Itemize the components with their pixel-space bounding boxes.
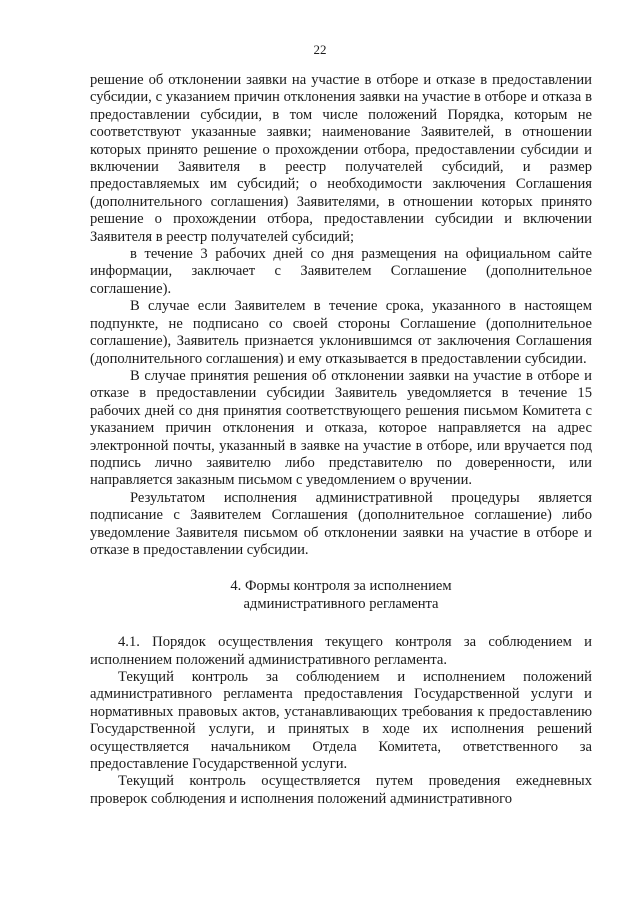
paragraph-unsigned-agreement: В случае если Заявителем в течение срока, указанного в настоящем подпункте, не подписано со своей стороны Соглашение (дополнительное соглашение), Заявитель признается уклонившимся от заключения Соглашения (дополнительного соглашения) и ему отказывается в предоставлении субсидии. — [90, 298, 592, 367]
section-heading-line1: 4. Формы контроля за исполнением — [230, 578, 452, 595]
section-heading-line2: административного регламента — [243, 595, 439, 612]
paragraph-current-control: Текущий контроль за соблюдением и исполнением положений административного регламента предоставления Государственной услуги и нормативных правовых актов, устанавливающих требования к предоставлению Государственной услуги, и принятых в ходе их исполнения решений осуществляется начальником Отдела Комитета, ответственного за предоставление Государственной услуги. — [90, 669, 592, 773]
paragraph-procedure-result: Результатом исполнения административной процедуры является подписание с Заявителем Соглашения (дополнительное соглашение) либо уведомление Заявителя письмом об отклонении заявки на участие в отборе и отказе в предоставлении субсидии. — [90, 489, 592, 558]
paragraph-decision-contents: решение об отклонении заявки на участие в отборе и отказе в предоставлении субсидии, с указанием причин отклонения заявки на участие в отборе и отказа в предоставлении субсидии, в том числе положений Порядка, которым не соответствуют указанные заявки; наименование Заявителей, в отношении которых принято решение о прохождении отбора, предоставлении субсидии и включении Заявителя в реестр получателей субсидий, и размер предоставляемых им субсидий; о необходимости заключения Соглашения (дополнительного соглашения) Заявителями, в отношении которых принято решение о прохождении отбора, предоставлении субсидии и включении Заявителя в реестр получателей субсидий; — [90, 72, 592, 245]
paragraph-daily-checks: Текущий контроль осуществляется путем проведения ежедневных проверок соблюдения и исполнения положений административного — [90, 773, 592, 807]
paragraph-4-1: 4.1. Порядок осуществления текущего контроля за соблюдением и исполнением положений административного регламента. — [90, 634, 592, 668]
document-body — [90, 72, 592, 808]
paragraph-agreement-deadline: в течение 3 рабочих дней со дня размещения на официальном сайте информации, заключает с Заявителем Соглашение (дополнительное соглашение). — [90, 246, 592, 297]
section-heading — [90, 578, 592, 613]
page-number: 22 — [313, 42, 327, 57]
paragraph-rejection-notice: В случае принятия решения об отклонении заявки на участие в отборе и отказе в предоставлении субсидии Заявитель уведомляется в течение 15 рабочих дней со дня принятия соответствующего решения письмом Комитета с указанием причин отклонения и отказа, которое направляется на адрес электронной почты, указанный в заявке на участие в отборе, или вручается под подпись лично заявителю либо представителю по доверенности, или направляется заказным письмом с уведомлением о вручении. — [90, 367, 592, 489]
